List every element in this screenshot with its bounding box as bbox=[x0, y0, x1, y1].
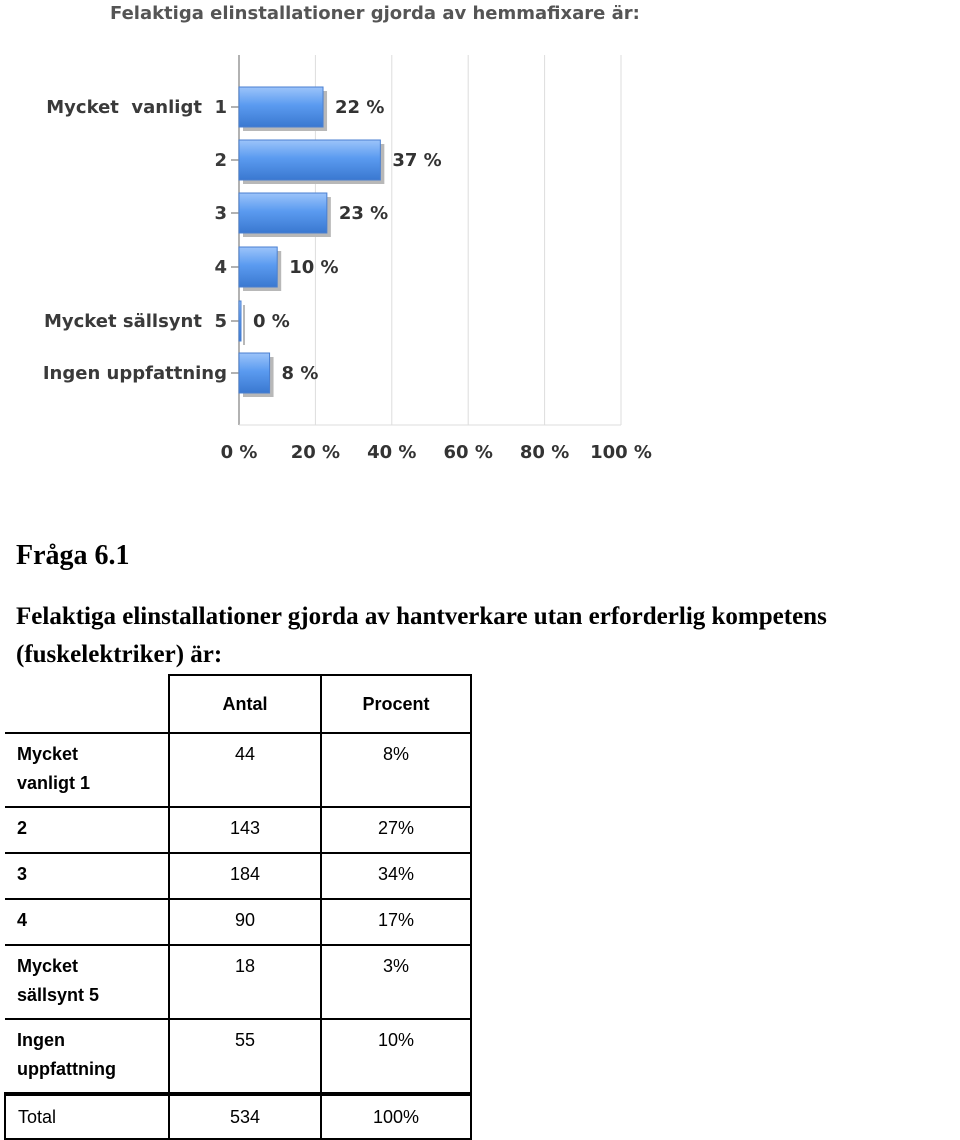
chart-bars bbox=[231, 87, 384, 397]
table-row bbox=[5, 853, 471, 899]
x-tick-label: 20 % bbox=[290, 442, 341, 463]
total-antal: 534 bbox=[169, 1094, 321, 1139]
value-label: 37 % bbox=[392, 150, 442, 171]
row-label: 3 bbox=[5, 853, 169, 899]
table-row bbox=[5, 807, 471, 853]
table-row bbox=[5, 899, 471, 945]
row-label: 4 bbox=[5, 899, 169, 945]
bar bbox=[239, 353, 270, 393]
x-tick-label: 100 % bbox=[590, 442, 652, 463]
bar bbox=[239, 140, 380, 180]
bar-chart bbox=[0, 0, 700, 480]
x-tick-label: 60 % bbox=[443, 442, 493, 463]
chart-category-labels bbox=[43, 97, 227, 384]
bar bbox=[239, 193, 327, 233]
chart-title: Felaktiga elinstallationer gjorda av hemmafixare är: bbox=[110, 3, 640, 24]
bar-shadow bbox=[243, 305, 245, 345]
category-label: Mycket sällsynt 5 bbox=[43, 311, 227, 332]
question-text: Felaktiga elinstallationer gjorda av hantverkare utan erforderlig kompetens (fuskelektriker) är: bbox=[16, 603, 827, 668]
value-label: 23 % bbox=[338, 203, 389, 224]
x-tick-label: 80 % bbox=[519, 442, 570, 463]
header-antal: Antal bbox=[169, 675, 321, 733]
row-procent: 10% bbox=[321, 1019, 471, 1094]
x-tick-label: 0 % bbox=[220, 442, 258, 463]
category-label: Mycket vanligt 1 bbox=[46, 97, 227, 118]
row-antal: 55 bbox=[169, 1019, 321, 1094]
row-antal: 90 bbox=[169, 899, 321, 945]
bar bbox=[239, 301, 241, 341]
table-row bbox=[5, 945, 471, 1019]
bar bbox=[239, 247, 277, 287]
table-row bbox=[5, 733, 471, 807]
results-table bbox=[4, 674, 472, 1140]
category-label: 2 bbox=[214, 150, 227, 171]
total-label: Total bbox=[5, 1094, 169, 1139]
value-label: 8 % bbox=[281, 363, 319, 384]
category-label: 3 bbox=[214, 203, 227, 224]
row-antal: 18 bbox=[169, 945, 321, 1019]
table-header-row bbox=[5, 675, 471, 733]
chart-x-tick-labels bbox=[221, 442, 652, 463]
row-label: 2 bbox=[5, 807, 169, 853]
table-row bbox=[5, 1019, 471, 1094]
row-antal: 184 bbox=[169, 853, 321, 899]
row-label: Mycket vanligt 1 bbox=[5, 733, 169, 807]
value-label: 10 % bbox=[289, 257, 339, 278]
value-label: 22 % bbox=[335, 97, 385, 118]
question-heading: Fråga 6.1 bbox=[16, 540, 130, 571]
header-procent: Procent bbox=[321, 675, 471, 733]
table-total-row bbox=[5, 1094, 471, 1139]
row-procent: 34% bbox=[321, 853, 471, 899]
category-label: 4 bbox=[214, 257, 227, 278]
category-label: Ingen uppfattning bbox=[42, 363, 227, 384]
x-tick-label: 40 % bbox=[367, 442, 417, 463]
bar bbox=[239, 87, 323, 127]
row-procent: 8% bbox=[321, 733, 471, 807]
row-procent: 17% bbox=[321, 899, 471, 945]
row-procent: 3% bbox=[321, 945, 471, 1019]
row-antal: 143 bbox=[169, 807, 321, 853]
row-antal: 44 bbox=[169, 733, 321, 807]
value-label: 0 % bbox=[253, 311, 290, 332]
total-procent: 100% bbox=[321, 1094, 471, 1139]
row-label: Ingen uppfattning bbox=[5, 1019, 169, 1094]
row-procent: 27% bbox=[321, 807, 471, 853]
row-label: Mycket sällsynt 5 bbox=[5, 945, 169, 1019]
table-header-empty bbox=[5, 675, 169, 733]
